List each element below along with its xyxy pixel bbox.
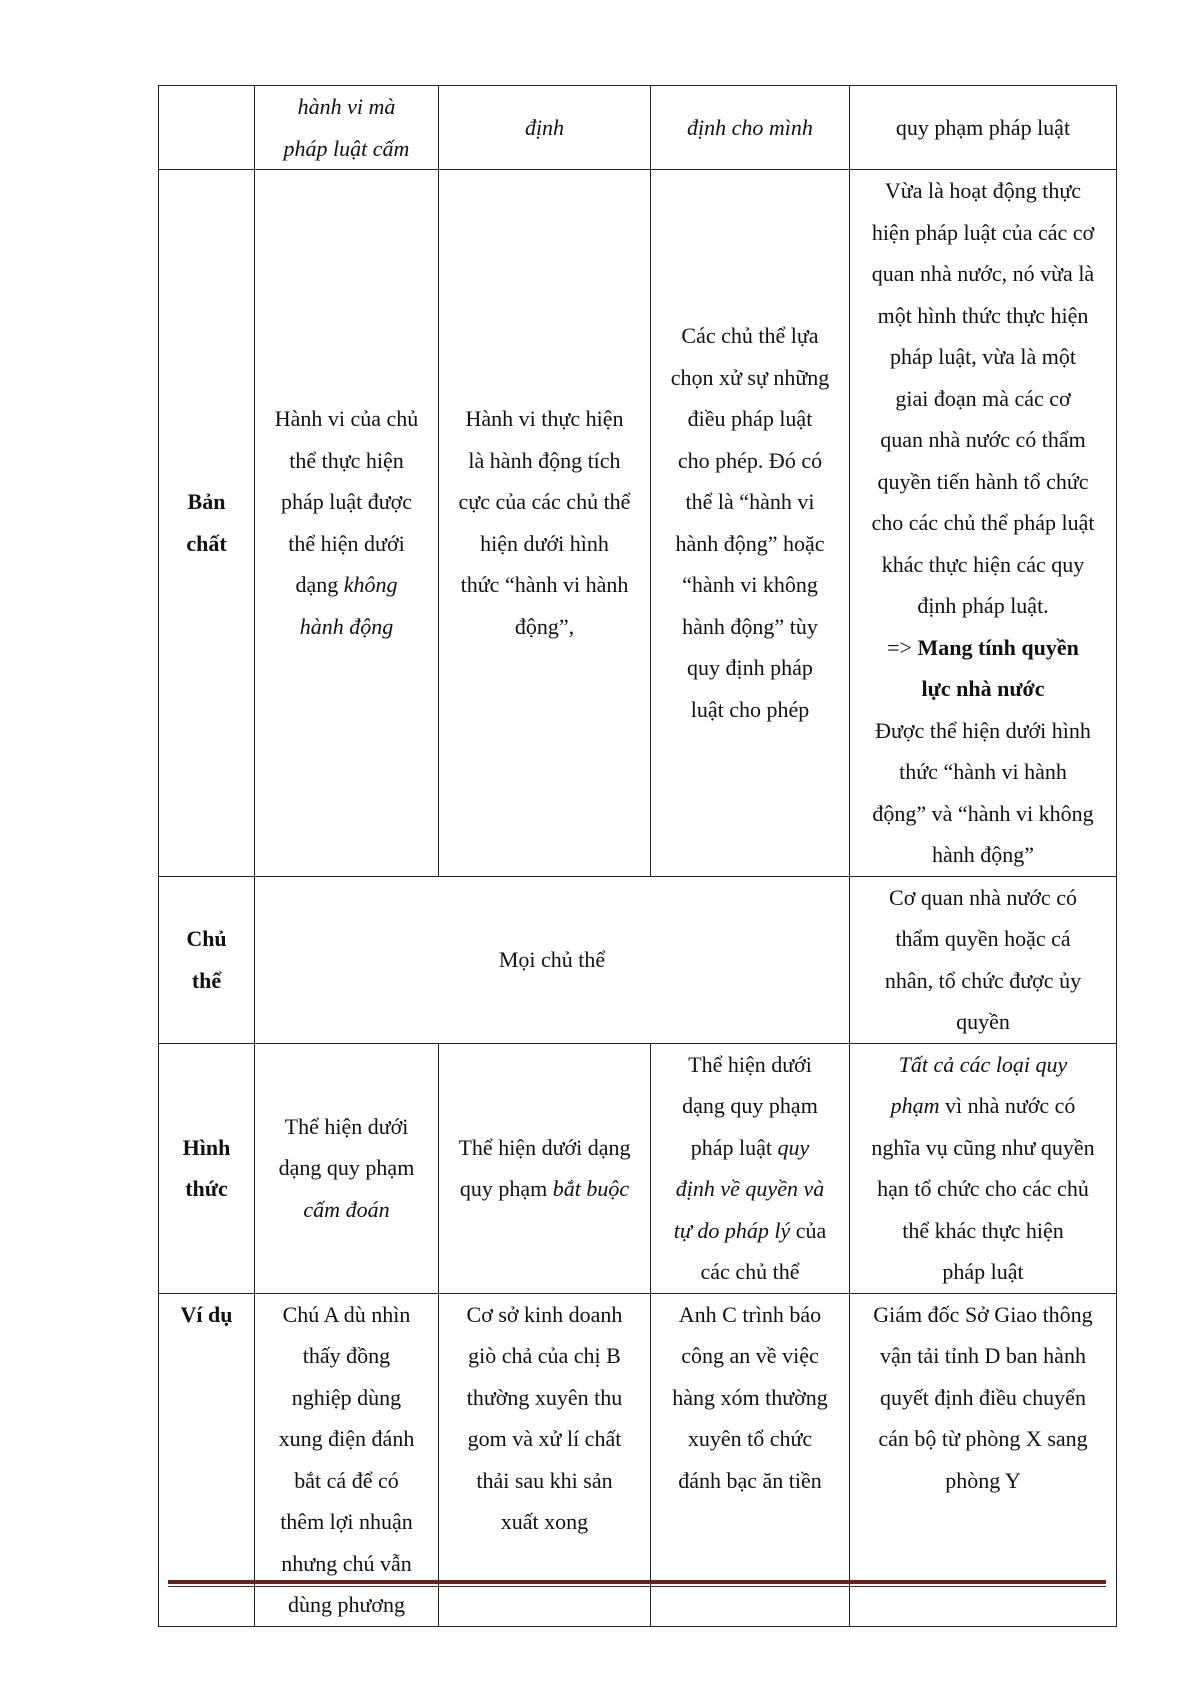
- chu-the-col4: Cơ quan nhà nước có thẩm quyền hoặc cá nhân, tổ chức được ủy quyền: [850, 876, 1117, 1043]
- row-label-vi-du: Ví dụ: [159, 1293, 255, 1626]
- header-col3: định cho mình: [651, 86, 850, 170]
- hinh-thuc-col4: Tất cả các loại quy phạm vì nhà nước có nghĩa vụ cũng như quyền hạn tổ chức cho các chủ thể khác thực hiện pháp luật: [850, 1043, 1117, 1293]
- row-label-ban-chat: Bản chất: [159, 170, 255, 877]
- row-vi-du: [159, 1293, 1117, 1626]
- header-col4: quy phạm pháp luật: [850, 86, 1117, 170]
- vi-du-col1: Chú A dù nhìn thấy đồng nghiệp dùng xung điện đánh bắt cá để có thêm lợi nhuận nhưng chú vẫn dùng phương: [255, 1293, 439, 1626]
- header-row: [159, 86, 1117, 170]
- row-hinh-thuc: [159, 1043, 1117, 1293]
- chu-the-merged: Mọi chủ thể: [255, 876, 850, 1043]
- row-label-hinh-thuc: Hình thức: [159, 1043, 255, 1293]
- hinh-thuc-col3: Thể hiện dưới dạng quy phạm pháp luật quy định về quyền và tự do pháp lý của các chủ thể: [651, 1043, 850, 1293]
- header-col1: hành vi mà pháp luật cấm: [255, 86, 439, 170]
- header-cell-empty: [159, 86, 255, 170]
- row-label-chu-the: Chủ thể: [159, 876, 255, 1043]
- hinh-thuc-col2: Thể hiện dưới dạng quy phạm bắt buộc: [439, 1043, 651, 1293]
- row-ban-chat: [159, 170, 1117, 877]
- footer-divider: [168, 1580, 1106, 1584]
- ban-chat-col4: Vừa là hoạt động thực hiện pháp luật của các cơ quan nhà nước, nó vừa là một hình thức thực hiện pháp luật, vừa là một giai đoạn mà các cơ quan nhà nước có thẩm quyền tiến hành tổ chức cho các chủ thể pháp luật khác thực hiện các quy định pháp luật. => Mang tính quyền lực nhà nước Được thể hiện dưới hình thức “hành vi hành động” và “hành vi không hành động”: [850, 170, 1117, 877]
- header-col2: định: [439, 86, 651, 170]
- comparison-table: [158, 85, 1117, 1627]
- vi-du-col4: Giám đốc Sở Giao thông vận tải tỉnh D ban hành quyết định điều chuyển cán bộ từ phòng X sang phòng Y: [850, 1293, 1117, 1626]
- hinh-thuc-col1: Thể hiện dưới dạng quy phạm cấm đoán: [255, 1043, 439, 1293]
- vi-du-col3: Anh C trình báo công an về việc hàng xóm thường xuyên tổ chức đánh bạc ăn tiền: [651, 1293, 850, 1626]
- row-chu-the: [159, 876, 1117, 1043]
- ban-chat-col2: Hành vi thực hiện là hành động tích cực của các chủ thể hiện dưới hình thức “hành vi hành động”,: [439, 170, 651, 877]
- footer-divider-thin: [168, 1586, 1106, 1587]
- ban-chat-col1: Hành vi của chủ thể thực hiện pháp luật được thể hiện dưới dạng không hành động: [255, 170, 439, 877]
- ban-chat-col3: Các chủ thể lựa chọn xử sự những điều pháp luật cho phép. Đó có thể là “hành vi hành động” hoặc “hành vi không hành động” tùy quy định pháp luật cho phép: [651, 170, 850, 877]
- vi-du-col2: Cơ sở kinh doanh giò chả của chị B thường xuyên thu gom và xử lí chất thải sau khi sản xuất xong: [439, 1293, 651, 1626]
